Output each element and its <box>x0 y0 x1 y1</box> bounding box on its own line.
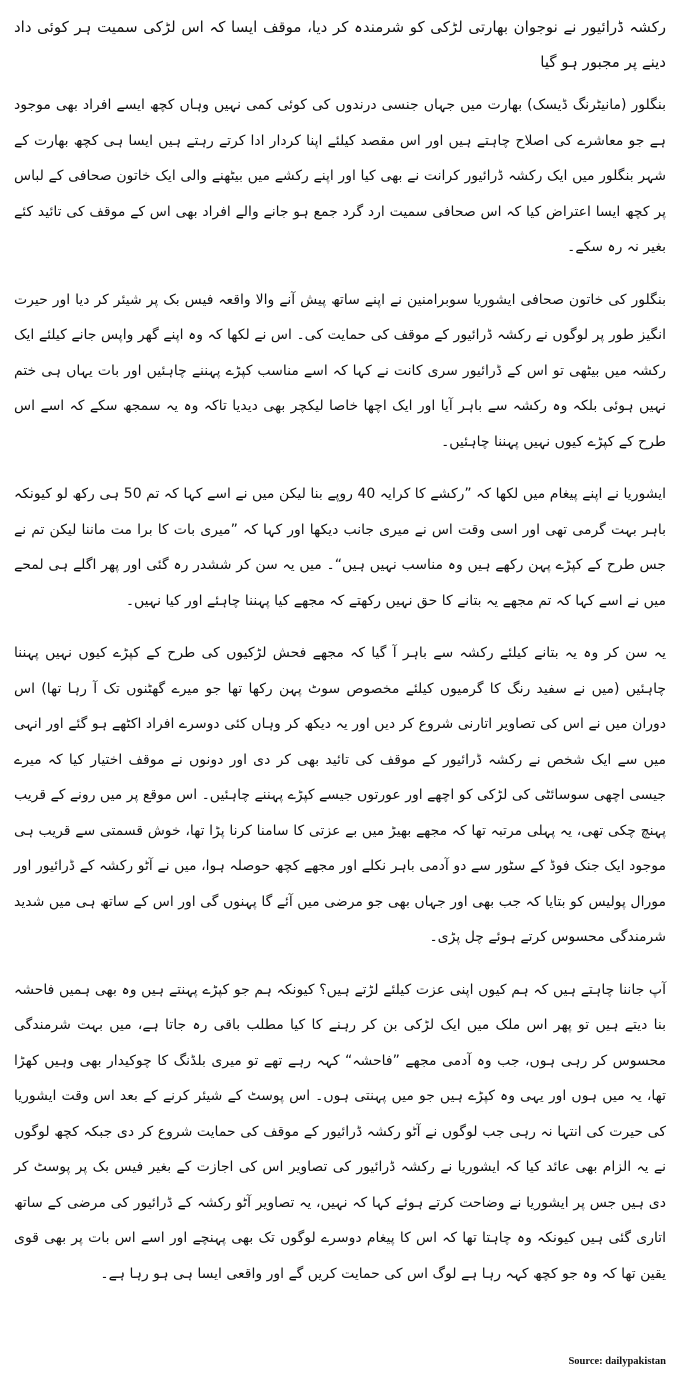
article-paragraph-5: آپ جاننا چاہتے ہیں کہ ہم کیوں اپنی عزت کیلئے لڑتے ہیں؟ کیونکہ ہم جو کپڑے پہنتے ہیں وہ بھی ہمیں فاحشہ بنا دیتے ہیں تو پھر اس ملک میں ایک لڑکی بن کر رہنے کا کیا مطلب باقی رہ جاتا ہے، میں بہت شرمندگی محسوس کر رہی ہوں، جب وہ آدمی مجھے ”فاحشہ“ کہہ رہے تھے تو میری بلڈنگ کا چوکیدار بھی وہیں کھڑا تھا، یہ میں ہوں اور یہی وہ کپڑے ہیں جو میں پہنتی ہوں۔ اس پوسٹ کے شیئر کرنے کے بعد اس وقت ایشوریا کی حیرت کی انتہا نہ رہی جب لوگوں نے آٹو رکشہ ڈرائیور کے موقف کی حمایت شروع کر دی جبکہ کچھ لوگوں نے یہ الزام بھی عائد کیا کہ ایشوریا نے رکشہ ڈرائیور کی تصاویر اس کی اجازت کے بغیر فیس بک پر پوسٹ کر دی ہیں جس پر ایشوریا نے وضاحت کرتے ہوئے کہا کہ نہیں، یہ تصاویر آٹو رکشہ کے ڈرائیور کی مرضی کے ساتھ اتاری گئی ہیں کیونکہ وہ چاہتا تھا کہ اس کا پیغام دوسرے لوگوں تک بھی پہنچے اور اسے اس بات پر بھی قوی یقین تھا کہ وہ جو کچھ کہہ رہا ہے لوگ اس کی حمایت کریں گے اور واقعی ایسا ہی ہو رہا ہے۔ <box>14 981 666 1282</box>
article-headline: رکشہ ڈرائیور نے نوجوان بھارتی لڑکی کو شرمندہ کر دیا، موقف ایسا کہ اس لڑکی سمیت ہر کوئی داد دینے پر مجبور ہو گیا <box>14 18 666 71</box>
paragraph-spacer <box>14 266 666 283</box>
article-paragraph-3: ایشوریا نے اپنے پیغام میں لکھا کہ ”رکشے کا کرایہ 40 روپے بنا لیکن میں نے اسے کہا کہ تم 50 ہی رکھ لو کیونکہ باہر بہت گرمی تھی اور اسی وقت اس نے میری جانب دیکھا اور کہا کہ ”میری بات کا برا مت ماننا لیکن تم نے جس طرح کے کپڑے پہن رکھے ہیں وہ مناسب نہیں ہیں“۔ میں یہ سن کر ششدر رہ گئی اور پھر اگلے ہی لمحے میں نے اسے کہا کہ تم مجھے یہ بتانے کا حق نہیں رکھتے کہ مجھے کیا پہننا چاہئے اور کیا نہیں۔ <box>14 486 666 609</box>
article-paragraph-2: بنگلور کی خاتون صحافی ایشوریا سوبرامنین نے اپنے ساتھ پیش آنے والا واقعہ فیس بک پر شیئر کر دیا اور حیرت انگیز طور پر لوگوں نے رکشہ ڈرائیور کے موقف کی حمایت کی۔ اس نے لکھا کہ وہ اپنے گھر واپس جانے کیلئے ایک رکشہ میں بیٹھی تو اس کے ڈرائیور سری کانت نے کہا کہ اسے مناسب کپڑے پہننے چاہئیں اور بات یہاں ہی ختم نہیں ہوئی بلکہ وہ رکشہ سے باہر آیا اور ایک اچھا خاصا لیکچر بھی دیدیا تاکہ وہ یہ سمجھ سکے کہ اسے اس طرح کے کپڑے کیوں نہیں پہننا چاہئیں۔ <box>14 291 666 450</box>
source-credit: Source: dailypakistan <box>568 1356 666 1367</box>
paragraph-spacer <box>14 956 666 973</box>
news-article <box>14 10 666 1292</box>
article-paragraph-1: بنگلور (مانیٹرنگ ڈیسک) بھارت میں جہاں جنسی درندوں کی کوئی کمی نہیں وہاں کچھ ایسے افراد بھی موجود ہے جو معاشرے کی اصلاح چاہتے ہیں اور اس مقصد کیلئے اپنا کردار ادا کرتے رہتے ہیں ایسا ہی کچھ بھارت کے شہر بنگلور میں ایک رکشہ ڈرائیور کرانت نے بھی کیا اور اپنے رکشے میں بیٹھنے والی ایک خاتون صحافی کے لباس پر کچھ ایسا اعتراض کیا کہ اس صحافی سمیت ارد گرد جمع ہو جانے والے افراد بھی اس کے موقف کی تائید کئے بغیر نہ رہ سکے۔ <box>14 97 666 255</box>
paragraph-spacer <box>14 460 666 477</box>
article-paragraph-4: یہ سن کر وہ یہ بتانے کیلئے رکشہ سے باہر آ گیا کہ مجھے فحش لڑکیوں کی طرح کے کپڑے کیوں نہیں پہننا چاہئیں (میں نے سفید رنگ کا گرمیوں کیلئے مخصوص سوٹ پہن رکھا تھا جو میرے گھٹنوں تک آ رہا تھا) اس دوران میں نے اس کی تصاویر اتارنی شروع کر دیں اور یہ دیکھ کر وہاں کئی دوسرے افراد اکٹھے ہو گئے اور انہی میں سے ایک شخص نے رکشہ ڈرائیور کے موقف کی تائید بھی کر دی اور دونوں نے موقف اختیار کیا کہ میرے جیسی اچھی سوسائٹی کی لڑکی کو اچھے اور عورتوں جیسے کپڑے پہننے چاہئیں۔ اس موقع پر میں رونے کے قریب پہنچ چکی تھی، یہ پہلی مرتبہ تھا کہ مجھے بھیڑ میں بے عزتی کا سامنا کرنا پڑا تھا، خوش قسمتی سے قریب ہی موجود ایک جنک فوڈ کے سٹور سے دو آدمی باہر نکلے اور مجھے کچھ حوصلہ ہوا، میں نے آٹو رکشہ کے ڈرائیور اور مورال پولیس کو بتایا کہ جب بھی اور جہاں بھی جو مرضی میں آئے گا پہنوں گی اور اس کے ساتھ ہی میں شدید شرمندگی محسوس کرتے ہوئے چل پڑی۔ <box>14 645 666 945</box>
paragraph-spacer <box>14 619 666 636</box>
